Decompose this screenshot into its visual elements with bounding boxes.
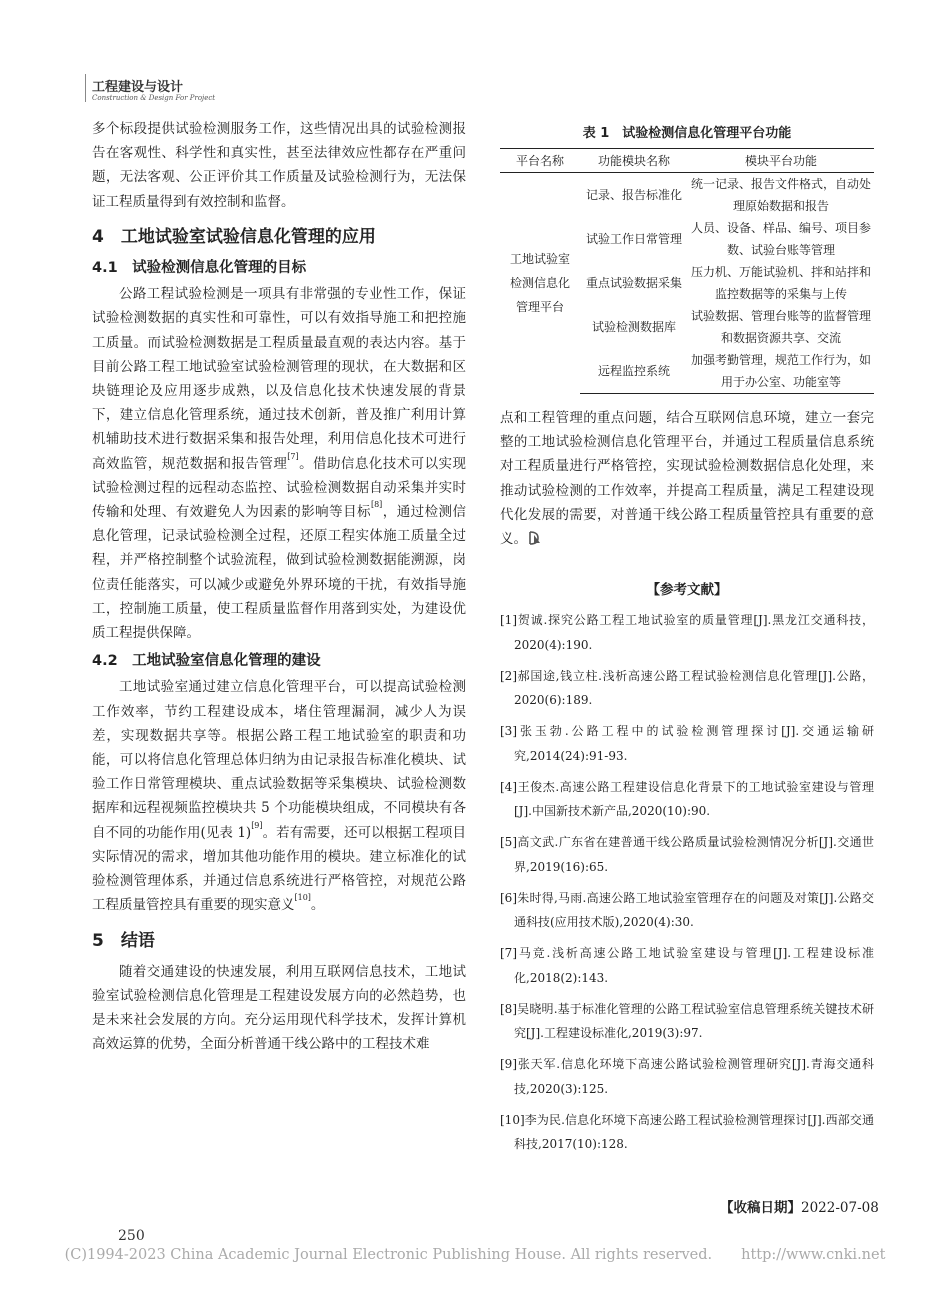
text-run: 点和工程管理的重点问题，结合互联网信息环境，建立一套完整的工地试验检测信息化管理平台，并通过工程质量信息系统对工程质量进行严格管控，实现试验检测数据信息化处理，来推动试验检测的工作效率，并提高工程质量，满足工程建设现代化发展的需要，对普通干线公路工程质量管控具有重要的意义。: [500, 410, 874, 548]
reference-item: [2]郝国途,钱立柱.浅析高速公路工程试验检测信息化管理[J].公路，2020(6):189.: [500, 668, 874, 707]
function-cell: 人员、设备、样品、编号、项目参数、试验台账等管理: [690, 221, 871, 257]
left-column: [92, 117, 466, 1057]
reference-item: [1]贺诚.探究公路工程工地试验室的质量管理[J].黑龙江交通科技，2020(4):190.: [500, 613, 874, 652]
citation: [9]: [251, 820, 263, 830]
table-1-title: 表 1 试验检测信息化管理平台功能: [582, 126, 792, 141]
reference-item: [5]高文武.广东省在建普通干线公路质量试验检测情况分析[J].交通世界,2019(16):65.: [500, 835, 874, 874]
module-cell: 记录、报告标准化: [585, 188, 682, 202]
citation: [10]: [294, 893, 311, 903]
references-title: 【参考文献】: [646, 582, 728, 598]
table-header-cell: 功能模块名称: [580, 149, 688, 173]
citation: [7]: [287, 451, 299, 461]
module-cell: 试验工作日常管理: [585, 232, 682, 246]
section-4-1-paragraph: [92, 282, 466, 645]
journal-title-cn: 工程建设与设计: [92, 80, 184, 95]
received-date: [720, 1196, 879, 1216]
table-1: [500, 148, 874, 394]
section-4-2-paragraph: [92, 675, 466, 917]
reference-item: [10]李为民.信息化环境下高速公路工程试验检测管理探讨[J].西部交通科技,2017(10):128.: [500, 1112, 874, 1151]
page-number: 250: [118, 1228, 145, 1244]
reference-item: [3]张玉勃.公路工程中的试验检测管理探讨[J].交通运输研究,2014(24):91-93.: [500, 724, 874, 763]
journal-title-en: Construction & Design For Project: [92, 94, 216, 102]
citation: [8]: [370, 500, 383, 510]
function-cell: 试验数据、管理台账等的监督管理和数据资源共享、交流: [690, 309, 871, 345]
references-list: [500, 608, 874, 1163]
function-cell: 压力机、万能试验机、拌和站拌和监控数据等的采集与上传: [690, 265, 871, 301]
module-cell: 重点试验数据采集: [585, 276, 682, 290]
table-row: [500, 173, 874, 218]
conclusion-continuation: [500, 406, 874, 551]
platform-name-cell: 工地试验室检测信息化管理平台: [509, 252, 570, 315]
reference-item: [8]吴晓明.基于标准化管理的公路工程试验室信息管理系统关键技术研究[J].工程建设标准化,2019(3):97.: [500, 1001, 874, 1040]
intro-paragraph: 多个标段提供试验检测服务工作，这些情况出具的试验检测报告在客观性、科学性和真实性，甚至法律效应性都存在严重问题，无法客观、公正评价其工作质量及试验检测行为，无法保证工程质量得到有效控制和监督。: [92, 121, 466, 210]
reference-item: [7]马竞.浅析高速公路工地试验室建设与管理[J].工程建设标准化,2018(2):143.: [500, 946, 874, 985]
text-run: ，通过检测信息化管理，记录试验检测全过程，还原工程实体施工质量全过程，并严格控制整个试验流程，做到试验检测数据能溯源，岗位责任能落实，可以减少或避免外界环境的干扰，有效指导施工，控制施工质量，使工程质量监督作用落到实处，为建设优质工程提供保障。: [92, 504, 467, 642]
right-column: [500, 406, 874, 551]
received-date-value: 2022-07-08: [801, 1200, 879, 1216]
section-4-2-heading: 4.2 工地试验室信息化管理的建设: [92, 653, 321, 670]
text-run: 。若有需要，还可以根据工程项目实际情况的需求，增加其他功能作用的模块。建立标准化的试验检测管理体系，并通过信息系统进行严格管控，对规范公路工程质量管控具有重要的现实意义: [92, 824, 466, 914]
module-cell: 远程监控系统: [580, 349, 688, 394]
end-mark-icon: [527, 530, 543, 546]
table-header-cell: 模块平台功能: [688, 149, 874, 173]
section-5-heading: 5 结语: [92, 930, 155, 951]
table-header-cell: 平台名称: [500, 149, 580, 173]
copyright-footer: (C)1994-2023 China Academic Journal Electronic Publishing House. All rights reserved. http://www.cnki.net: [64, 1247, 886, 1263]
function-cell: 统一记录、报告文件格式，自动处理原始数据和报告: [690, 177, 871, 213]
function-cell: 加强考勤管理，规范工作行为，如用于办公室、功能室等: [688, 349, 874, 394]
text-run: 公路工程试验检测是一项具有非常强的专业性工作，保证试验检测数据的真实性和可靠性，可以有效指导施工和把控施工质量。而试验检测数据是工程质量最直观的表达内容。基于目前公路工程工地试验室试验检测管理的现状，在大数据和区块链理论及应用逐步成熟，以及信息化技术快速发展的背景下，建立信息化管理系统，通过技术创新，普及推广利用计算机辅助技术进行数据采集和报告处理，利用信息化技术可进行高效监管，规范数据和报告管理: [92, 286, 466, 472]
text-run: 。: [310, 897, 325, 914]
section-4-1-heading: 4.1 试验检测信息化管理的目标: [92, 260, 307, 277]
reference-item: [6]朱时得,马雨.高速公路工地试验室管理存在的问题及对策[J].公路交通科技(应用技术版),2020(4):30.: [500, 890, 874, 929]
text-run: 。借助信息化技术可以实现试验检测过程的远程动态监控、试验检测数据自动采集并实时传输和处理、有效避免人为因素的影响等目标: [92, 455, 467, 521]
section-4-heading: 4 工地试验室试验信息化管理的应用: [92, 226, 376, 247]
received-label: 【收稿日期】: [720, 1200, 801, 1216]
header-divider: [85, 74, 86, 102]
table-header-row: [500, 149, 874, 173]
section-5-paragraph: 随着交通建设的快速发展，利用互联网信息技术，工地试验室试验检测信息化管理是工程建设发展方向的必然趋势，也是未来社会发展的方向。充分运用现代科学技术，发挥计算机高效运算的优势，全面分析普通干线公路中的工程技术难: [92, 963, 466, 1053]
text-run: 工地试验室通过建立信息化管理平台，可以提高试验检测工作效率，节约工程建设成本，堵住管理漏洞，减少人为误差，实现数据共享等。根据公路工程工地试验室的职责和功能，可以将信息化管理总体归纳为由记录报告标准化模块、试验工作日常管理模块、重点试验数据等采集模块、试验检测数据库和远程视频监控模块共 5 个功能模块组成，不同模块有各自不同的功能作用(见表 1): [92, 679, 466, 841]
module-cell: 试验检测数据库: [591, 320, 676, 334]
reference-item: [4]王俊杰.高速公路工程建设信息化背景下的工地试验室建设与管理[J].中国新技术新产品,2020(10):90.: [500, 779, 874, 818]
reference-item: [9]张天军.信息化环境下高速公路试验检测管理研究[J].青海交通科技,2020(3):125.: [500, 1057, 874, 1096]
